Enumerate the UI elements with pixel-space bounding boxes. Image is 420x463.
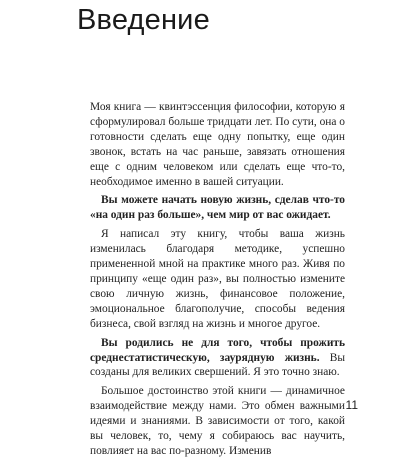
body-text xyxy=(90,100,345,463)
paragraph-intro xyxy=(90,100,345,189)
page-number: 11 xyxy=(345,398,358,412)
paragraph-emphasis-new-life xyxy=(90,193,345,223)
paragraph-purpose xyxy=(90,227,345,331)
paragraph-interaction xyxy=(90,384,345,459)
chapter-title: Введение xyxy=(77,4,210,36)
paragraph-text: Вы созданы для великих свершений. Я это точно знаю. xyxy=(90,351,345,379)
paragraph-born-for-more xyxy=(90,336,345,381)
paragraph-text-bold: Вы родились не для того, чтобы прожить среднестатистическую, заурядную жизнь. xyxy=(90,336,345,364)
paragraph-text: Вы можете начать новую жизнь, сделав что-то «на один раз больше», чем мир от вас ожидает. xyxy=(90,194,345,222)
paragraph-text: Я написал эту книгу, чтобы ваша жизнь изменилась благодаря методике, успешно примененной мной на практике много раз. Живя по принципу «еще один раз», вы полностью измените свою личную жизнь, финансовое положение, эмоциональное благополучие, способы ведения бизнеса, свой взгляд на жизнь и многое другое. xyxy=(90,228,345,330)
paragraph-text: Большое достоинство этой книги — динамичное взаимодействие между нами. Это обмен важными идеями и знаниями. В зависимости от того, какой вы человек, то, чему я собираюсь вас научить, повлияет на вас по-разному. Изменив xyxy=(90,385,345,457)
paragraph-text: Моя книга — квинтэссенция философии, которую я сформулировал больше тридцати лет. По сути, она о готовности сделать еще одну попытку, еще один звонок, встать на час раньше, завязать отношения еще с одним человеком или сделать еще что-то, необходимое именно в вашей ситуации. xyxy=(90,101,345,188)
